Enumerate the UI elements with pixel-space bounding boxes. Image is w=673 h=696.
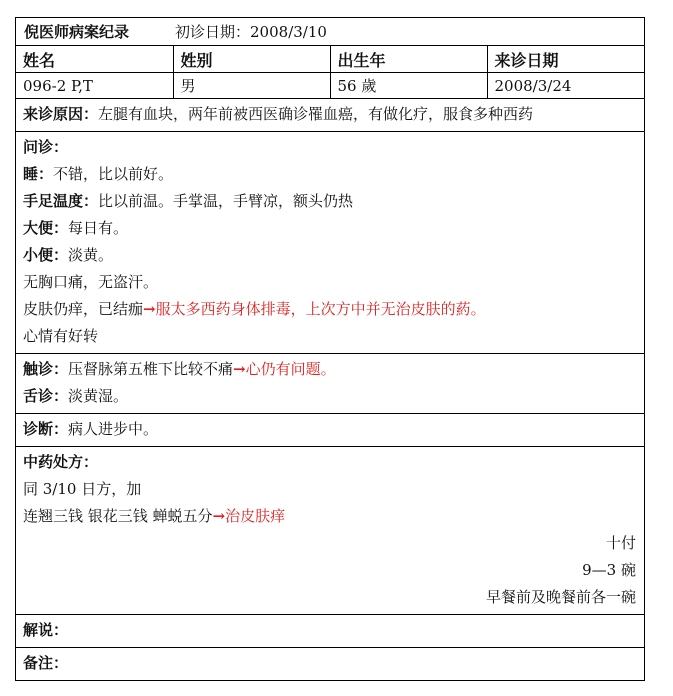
stool-text: 每日有。 [68, 219, 129, 237]
arrow-icon: → [233, 360, 246, 378]
header-name: 姓名 [16, 46, 173, 73]
sleep-label: 睡： [23, 165, 54, 183]
inquiry-label: 问诊： [23, 138, 69, 156]
herbs-note: 治皮肤痒 [225, 507, 286, 525]
prescription-label: 中药处方： [23, 453, 99, 471]
reason-section [16, 99, 644, 132]
diagnosis-text: 病人进步中。 [68, 420, 159, 438]
patient-age: 56 歲 [330, 73, 487, 99]
diagnosis-section [16, 414, 644, 447]
urine-line [23, 242, 636, 269]
header-gender: 姓别 [173, 46, 330, 73]
dose-count: 十付 [605, 534, 636, 552]
temperature-label: 手足温度： [23, 192, 99, 210]
header-visit-date: 来诊日期 [487, 46, 644, 73]
skin-note: 服太多西药身体排毒，上次方中并无治皮肤的葯。 [155, 300, 486, 318]
inquiry-section [16, 132, 644, 354]
visit-date: 2008/3/24 [487, 73, 644, 99]
palpation-label: 触诊： [23, 360, 69, 378]
skin-text: 皮肤仍痒，已结痂 [23, 300, 144, 318]
temperature-line [23, 188, 636, 215]
palpation-section [16, 354, 644, 414]
diagnosis-label: 诊断： [23, 420, 69, 438]
herbs-text: 连翘三钱 银花三钱 蝉蜕五分 [23, 507, 213, 525]
record-header [16, 18, 644, 46]
palpation-note: 心仍有问题。 [245, 360, 336, 378]
bowl-amount: 9—3 碗 [582, 561, 636, 579]
tongue-label: 舌诊： [23, 387, 69, 405]
reason-text: 左腿有血块，两年前被西医确诊罹血癌，有做化疗，服食多种西药 [98, 105, 534, 123]
chest-line: 无胸口痛，无盗汗。 [23, 273, 159, 291]
info-header-row [16, 46, 644, 73]
patient-info-table [16, 46, 644, 99]
prescription-line-2 [23, 503, 636, 530]
dose-timing: 早餐前及晚餐前各一碗 [485, 588, 636, 606]
header-birth-year: 出生年 [330, 46, 487, 73]
arrow-icon: → [212, 507, 226, 525]
prescription-section [16, 447, 644, 615]
remarks-section [16, 648, 644, 680]
palpation-line [23, 356, 636, 383]
tongue-line [23, 383, 636, 410]
first-visit-date: 初诊日期：2008/3/10 [175, 23, 327, 41]
case-record [15, 17, 645, 681]
explanation-label: 解说： [23, 621, 69, 639]
patient-gender: 男 [173, 73, 330, 99]
urine-label: 小便： [23, 246, 69, 264]
sleep-text: 不错，比以前好。 [53, 165, 174, 183]
reason-label: 来诊原因： [23, 105, 99, 123]
record-title: 倪医师病案纪录 [24, 23, 130, 41]
urine-text: 淡黄。 [68, 246, 114, 264]
remarks-label: 备注： [23, 654, 69, 672]
explanation-section [16, 615, 644, 648]
sleep-line [23, 161, 636, 188]
info-value-row [16, 73, 644, 99]
prescription-line-1: 同 3/10 日方，加 [23, 480, 142, 498]
arrow-icon: → [143, 300, 156, 318]
stool-line [23, 215, 636, 242]
temperature-text: 比以前温。手掌温，手臂凉，额头仍热 [98, 192, 354, 210]
mood-line: 心情有好转 [23, 327, 99, 345]
skin-line [23, 296, 636, 323]
stool-label: 大便： [23, 219, 69, 237]
palpation-text: 压督脉第五椎下比较不痛 [68, 360, 234, 378]
patient-id: 096-2 P,T [16, 73, 173, 99]
tongue-text: 淡黄湿。 [68, 387, 129, 405]
